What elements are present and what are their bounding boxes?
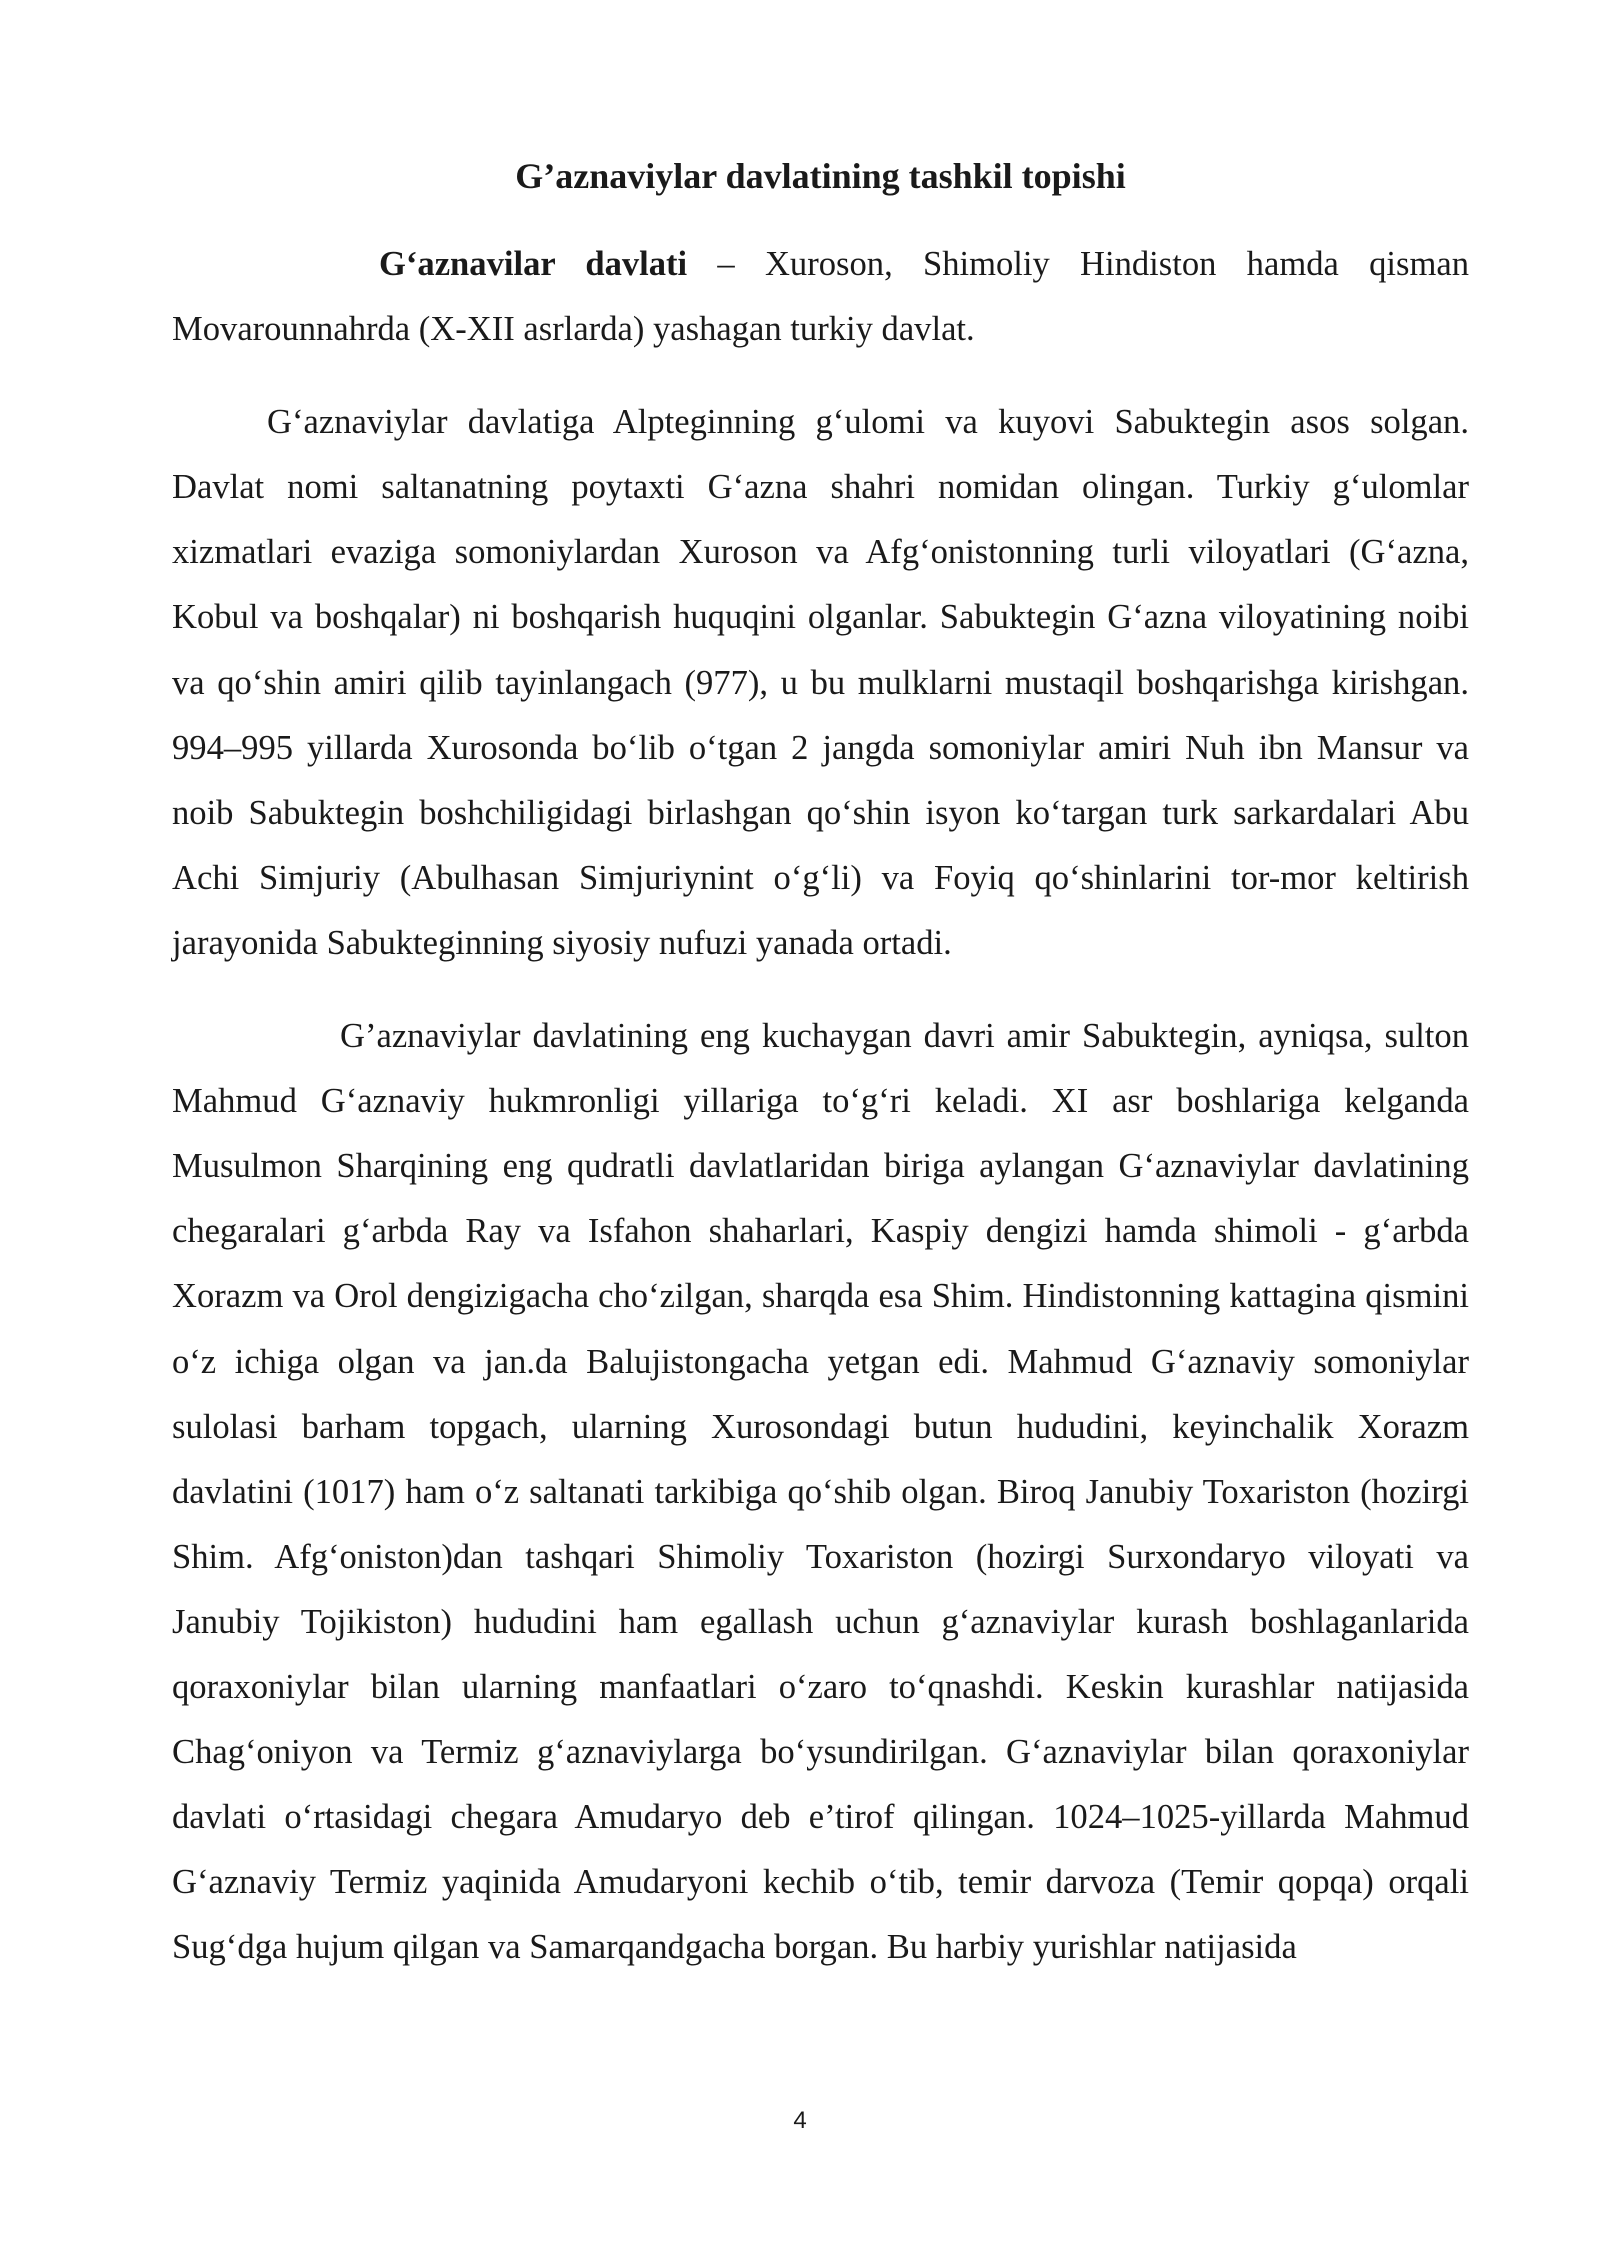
- document-title: G’aznaviylar davlatining tashkil topishi: [515, 156, 1126, 196]
- document-body: [172, 140, 1469, 1980]
- paragraph-expansion: G’aznaviylar davlatining eng kuchaygan davri amir Sabuktegin, ayniqsa, sulton Mahmud G‘aznaviy hukmronligi yillariga to‘g‘ri keladi. XI asr boshlariga kelganda Musulmon Sharqining eng qudratli davlatlaridan biriga aylangan G‘aznaviylar davlatining chegaralari g‘arbda Ray va Isfahon shaharlari, Kaspiy dengizi hamda shimoli - g‘arbda Xorazm va Orol dengizigacha cho‘zilgan, sharqda esa Shim. Hindistonning kattagina qismini o‘z ichiga olgan va jan.da Balujistongacha yetgan edi. Mahmud G‘aznaviy somoniylar sulolasi barham topgach, ularning Xurosondagi butun hududini, keyinchalik Xorazm davlatini (1017) ham o‘z saltanati tarkibiga qo‘shib olgan. Biroq Janubiy Toxariston (hozirgi Shim. Afg‘oniston)dan tashqari Shimoliy Toxariston (hozirgi Surxondaryo viloyati va Janubiy Tojikiston) hududini ham egallash uchun g‘aznaviylar kurash boshlaganlarida qoraxoniylar bilan ularning manfaatlari o‘zaro to‘qnashdi. Keskin kurashlar natijasida Chag‘oniyon va Termiz g‘aznaviylarga bo‘ysundirilgan. G‘aznaviylar bilan qoraxoniylar davlati o‘rtasidagi chegara Amudaryo deb e’tirof qilingan. 1024–1025-yillarda Mahmud G‘aznaviy Termiz yaqinida Amudaryoni kechib o‘tib, temir darvoza (Temir qopqa) orqali Sug‘dga hujum qilgan va Samarqandgacha borgan. Bu harbiy yurishlar natijasida: [172, 1017, 1469, 1967]
- paragraph-founding: G‘aznaviylar davlatiga Alpteginning g‘ulomi va kuyovi Sabuktegin asos solgan. Davlat nomi saltanatning poytaxti G‘azna shahri nomidan olingan. Turkiy g‘ulomlar xizmatlari evaziga somoniylardan Xuroson va Afg‘onistonning turli viloyatlari (G‘azna, Kobul va boshqalar) ni boshqarish huquqini olganlar. Sabuktegin G‘azna viloyatining noibi va qo‘shin amiri qilib tayinlangach (977), u bu mulklarni mustaqil boshqarishga kirishgan. 994–995 yillarda Xurosonda bo‘lib o‘tgan 2 jangda somoniylar amiri Nuh ibn Mansur va noib Sabuktegin boshchiligidagi birlashgan qo‘shin isyon ko‘targan turk sarkardalari Abu Achi Simjuriy (Abulhasan Simjuriynint o‘g‘li) va Foyiq qo‘shinlarini tor-mor keltirish jarayonida Sabukteginning siyosiy nufuzi yanada ortadi.: [172, 403, 1469, 962]
- page-number: 4: [793, 2107, 807, 2134]
- defined-term: G‘aznavilar davlati: [379, 245, 688, 283]
- definition-text: – Xuroson, Shimoliy Hindiston hamda qisman Movarounnahrda (X-XII asrlarda) yashagan turkiy davlat.: [172, 245, 1469, 349]
- paragraph-definition: [172, 232, 1469, 362]
